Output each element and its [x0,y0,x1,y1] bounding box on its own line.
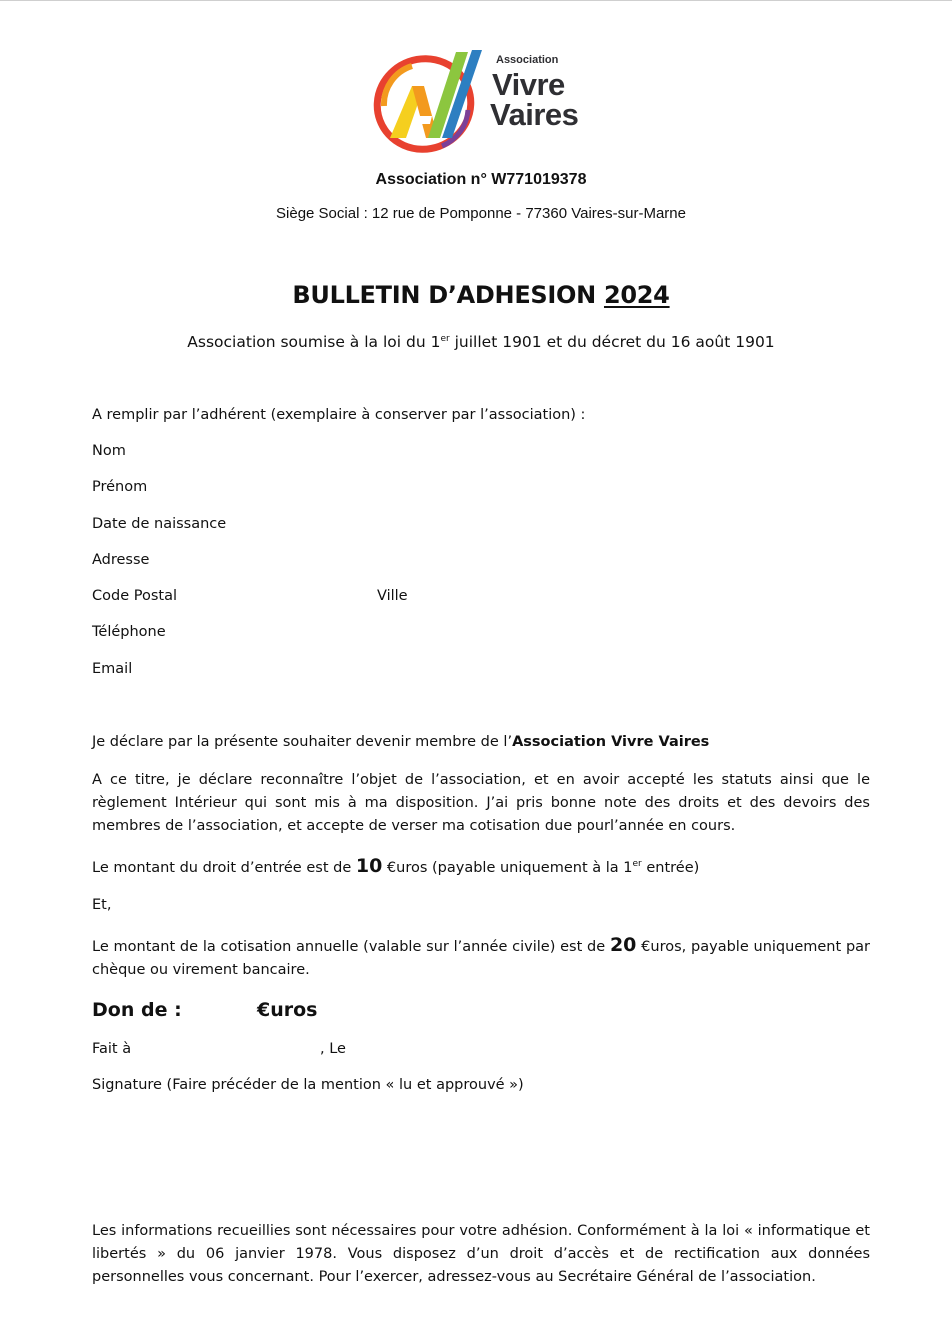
field-label-prenom: Prénom [92,479,148,495]
logo-small-label: Association [496,54,559,66]
field-label-date-naissance: Date de naissance [92,516,227,532]
cotisation-text-b: €uros, payable uniquement par chèque ou virement bancaire. [92,939,870,978]
subtitle-part-a: Association soumise à la loi du 1 [187,333,441,351]
field-label-adresse: Adresse [92,552,150,568]
don-label: Don de : [92,999,182,1021]
page-subtitle [0,333,952,351]
entry-fee-line [92,855,699,877]
entry-fee-superscript: er [632,859,642,870]
entry-fee-text-c: entrée) [641,860,700,876]
form-intro: A remplir par l’adhérent (exemplaire à conserver par l’association) : [92,407,586,423]
declaration-paragraph: A ce titre, je déclare reconnaître l’objet de l’association, et en avoir accepté les statuts ainsi que le règlement Intérieur qui sont mis à ma disposition. J’ai pris bonne note des droits et des devoirs des membres de l’association, et accepte de verser ma cotisation due pourl’année en cours. [92,772,870,834]
field-label-code-postal: Code Postal [92,588,177,604]
subtitle-part-b: juillet 1901 et du décret du 16 août 1901 [449,333,775,351]
don-unit: €uros [257,999,318,1021]
entry-fee-text-b: €uros (payable uniquement à la 1 [382,860,633,876]
association-number: Association n° W771019378 [375,171,587,188]
declaration-line [92,734,709,750]
cotisation-amount: 20 [609,934,637,956]
field-label-nom: Nom [92,443,126,459]
entry-fee-amount: 10 [355,855,383,877]
declaration-text: Je déclare par la présente souhaiter devenir membre de l’ [92,734,513,750]
privacy-notice: Les informations recueillies sont nécessaires pour votre adhésion. Conformément à la loi « informatique et libertés » du 06 janvier 1978. Vous disposez d’un droit d’accès et de rectification aux données personnelles vous concernant. Pour l’exercer, adressez-vous au Secrétaire Général de l’association. [92,1223,870,1285]
field-label-telephone: Téléphone [92,624,166,640]
cotisation-text-a: Le montant de la cotisation annuelle (valable sur l’année civile) est de [92,939,610,955]
et-label: Et, [92,897,112,913]
logo-name-line1: Vivre [492,67,565,102]
logo-av-mark-icon [372,46,492,158]
le-label: , Le [320,1041,346,1057]
logo-name-line2: Vaires [490,97,579,132]
page-top-border [0,0,952,1]
subtitle-superscript: er [440,333,450,344]
page-title [0,281,952,309]
field-label-email: Email [92,661,133,677]
title-main: BULLETIN D’ADHESION [292,281,604,309]
field-label-ville: Ville [377,588,408,604]
signature-label: Signature (Faire précéder de la mention « lu et approuvé ») [92,1077,524,1093]
association-name-bold: Association Vivre Vaires [512,734,710,750]
siege-social-address: Siège Social : 12 rue de Pomponne - 77360 Vaires-sur-Marne [276,205,686,222]
cotisation-paragraph [92,934,870,982]
association-logo [372,46,592,158]
title-year: 2024 [603,281,670,309]
fait-a-label: Fait à [92,1041,132,1057]
entry-fee-text-a: Le montant du droit d’entrée est de [92,860,356,876]
